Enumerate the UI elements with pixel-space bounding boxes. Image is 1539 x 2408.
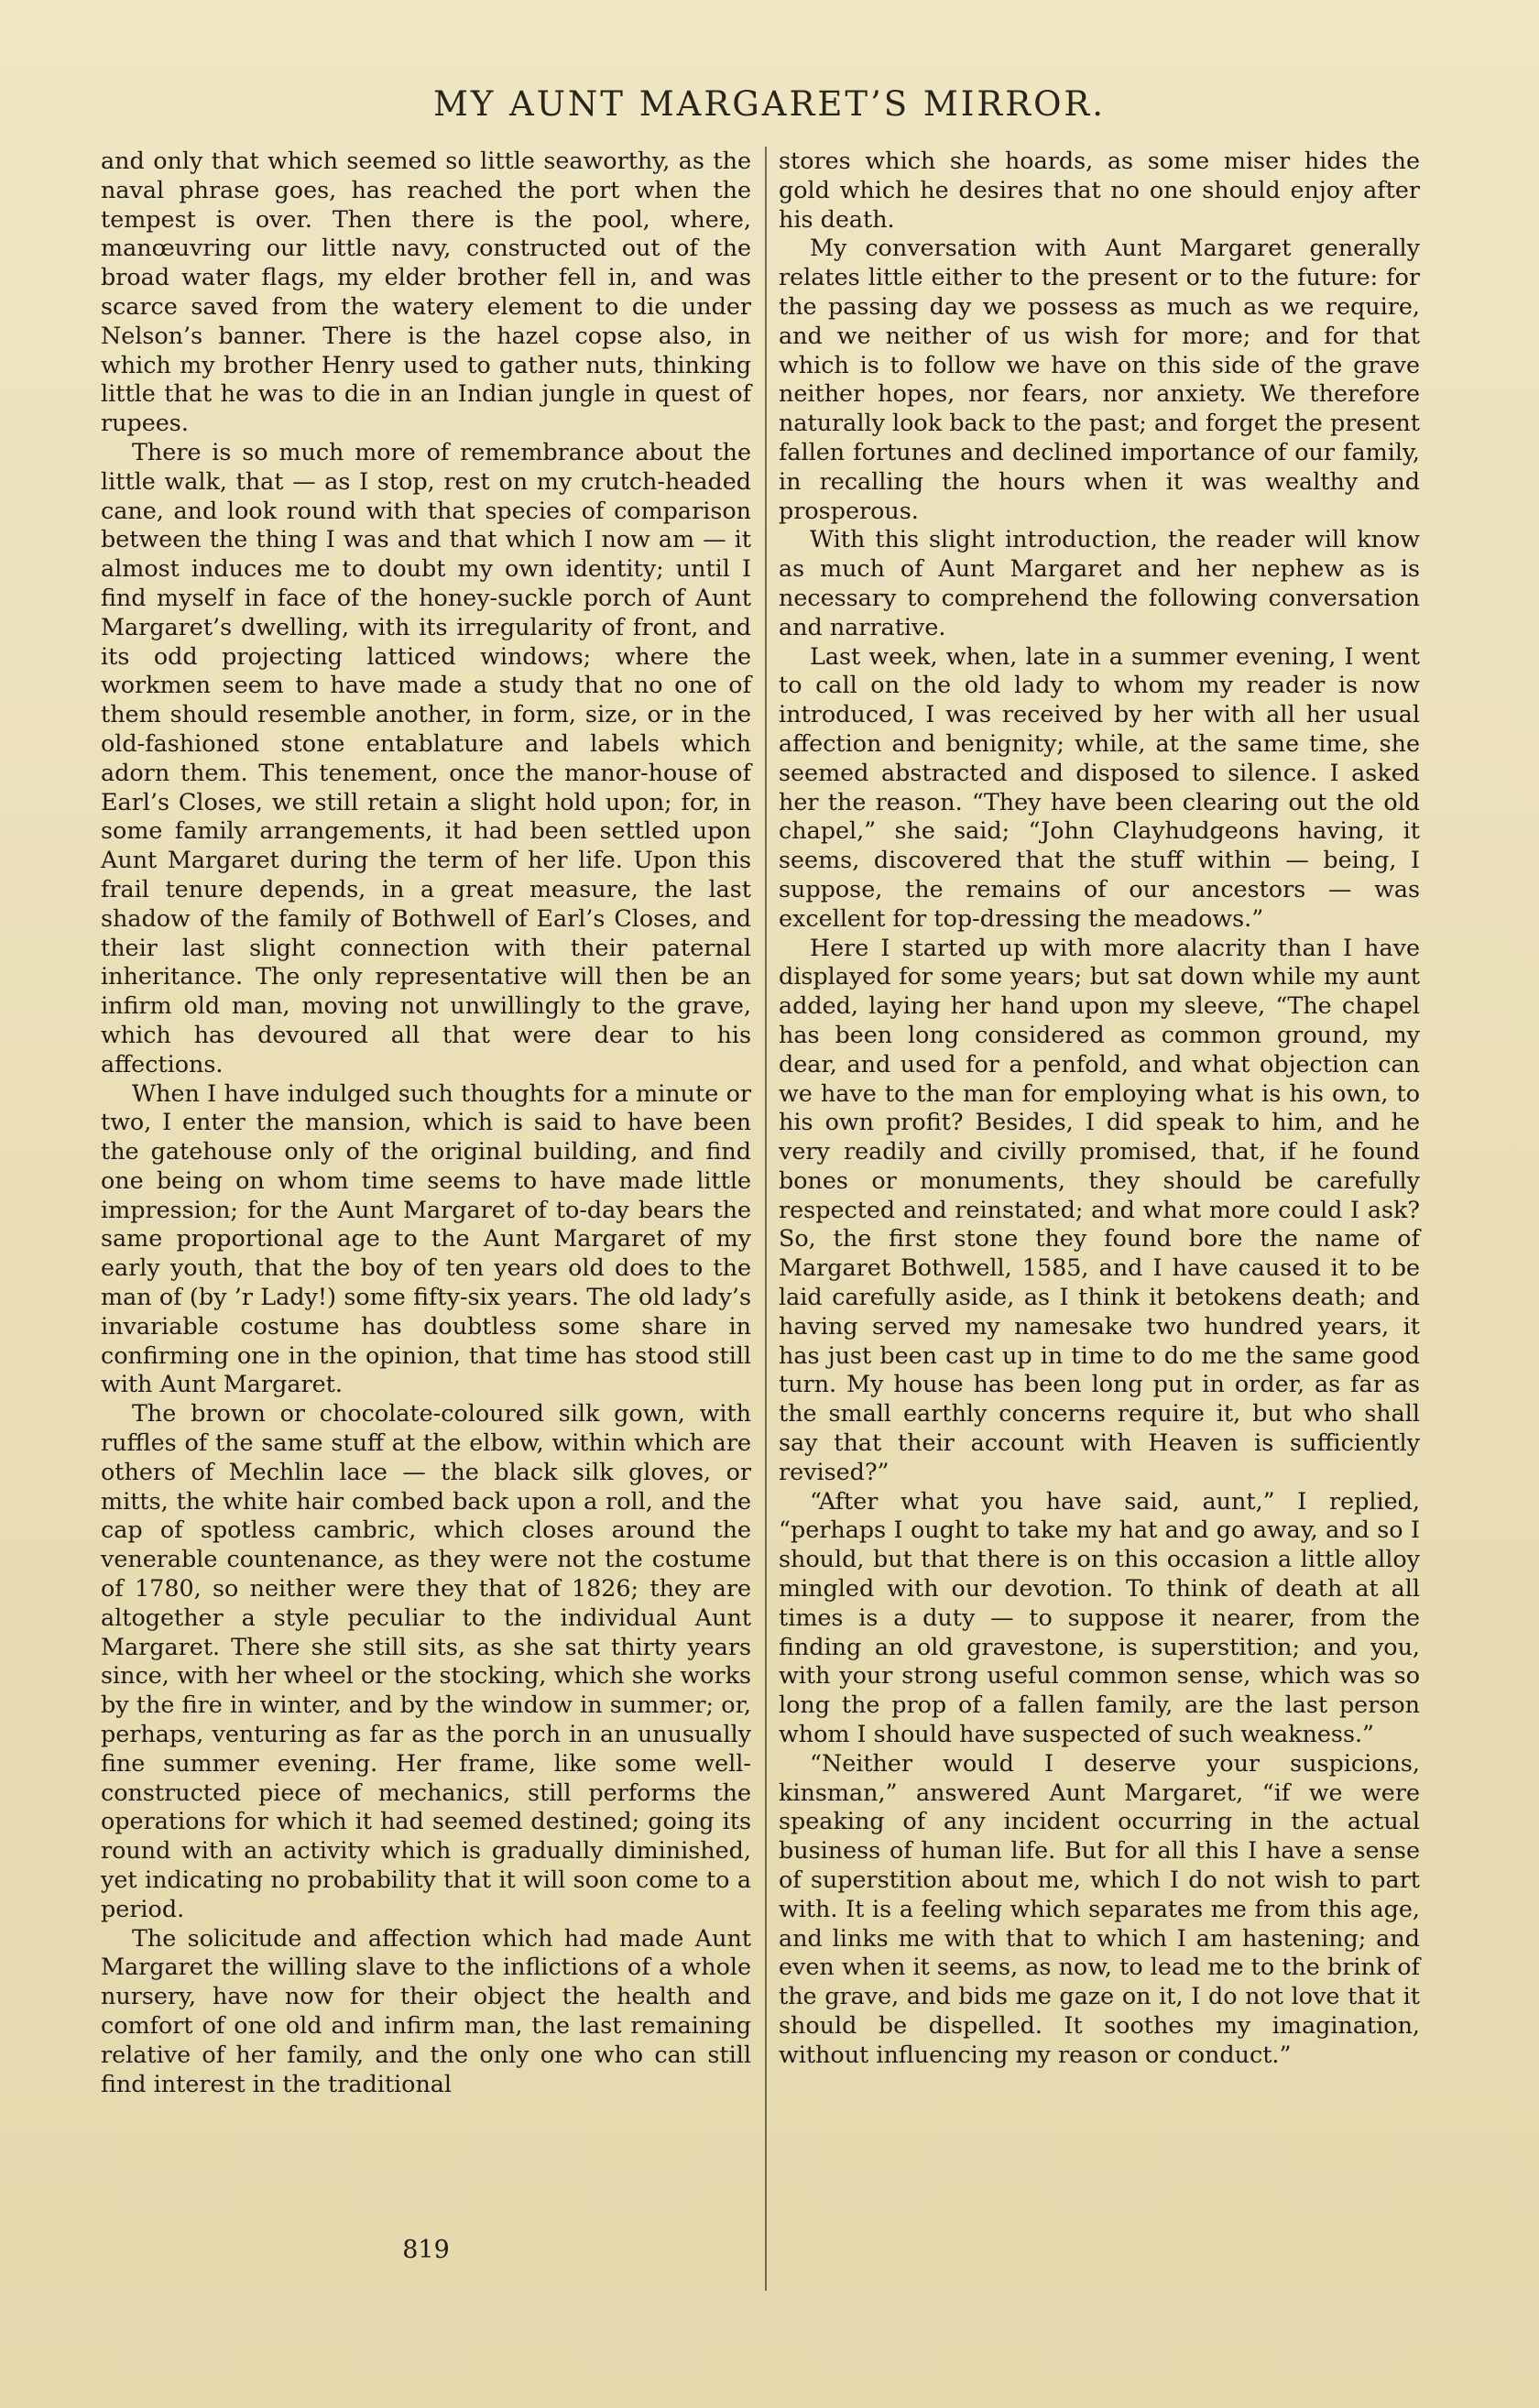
paragraph: “After what you have said, aunt,” I replied, “perhaps I ought to take my hat and go away, and so I should, but that there is on this occasion a little alloy mingled with our devotion. To think of death at all times is a duty — to suppose it nearer, from the finding an old gravestone, is superstition; and you, with your strong useful common sense, which was so long the prop of a fallen family, are the last person whom I should have suspected of such weakness.” [779, 1486, 1420, 1748]
column-divider [765, 147, 767, 2291]
paragraph: stores which she hoards, as some miser hides the gold which he desires that no one should enjoy after his death. [779, 147, 1420, 233]
paragraph: Last week, when, late in a summer evening, I went to call on the old lady to whom my reader is now introduced, I was received by her with all her usual affection and benignity; while, at the same time, she seemed abstracted and disposed to silence. I asked her the reason. “They have been clearing out the old chapel,” she said; “John Clayhudgeons having, it seems, discovered that the stuff within — being, I suppose, the remains of our ancestors — was excellent for top-dressing the meadows.” [779, 641, 1420, 932]
paragraph: The solicitude and affection which had made Aunt Margaret the willing slave to the inflictions of a whole nursery, have now for their object the health and comfort of one old and infirm man, the last remaining relative of her family, and the only one who can still find interest in the traditional [101, 1923, 751, 2097]
page-number: 819 [402, 2236, 450, 2264]
paragraph: There is so much more of remembrance about the little walk, that — as I stop, rest on my crutch-headed cane, and look round with that species of comparison between the thing I was and that which I now am — it almost induces me to doubt my own identity; until I find myself in face of the honey-suckle porch of Aunt Margaret’s dwelling, with its irregularity of front, and its odd projecting latticed windows; where the workmen seem to have made a study that no one of them should resemble another, in form, size, or in the old-fashioned stone entablature and labels which adorn them. This tenement, once the manor-house of Earl’s Closes, we still retain a slight hold upon; for, in some family arrangements, it had been settled upon Aunt Margaret during the term of her life. Upon this frail tenure depends, in a great measure, the last shadow of the family of Bothwell of Earl’s Closes, and their last slight connection with their paternal inheritance. The only representative will then be an infirm old man, moving not unwillingly to the grave, which has devoured all that were dear to his affections. [101, 437, 751, 1078]
paragraph: and only that which seemed so little seaworthy, as the naval phrase goes, has reached the port when the tempest is over. Then there is the pool, where, manœuvring our little navy, constructed out of the broad water flags, my elder brother fell in, and was scarce saved from the watery element to die under Nelson’s banner. There is the hazel copse also, in which my brother Henry used to gather nuts, thinking little that he was to die in an Indian jungle in quest of rupees. [101, 147, 751, 437]
right-text-column [779, 147, 1420, 2070]
paragraph: “Neither would I deserve your suspicions, kinsman,” answered Aunt Margaret, “if we were speaking of any incident occurring in the actual business of human life. But for all this I have a sense of superstition about me, which I do not wish to part with. It is a feeling which separates me from this age, and links me with that to which I am hastening; and even when it seems, as now, to lead me to the brink of the grave, and bids me gaze on it, I do not love that it should be dispelled. It soothes my imagination, without influencing my reason or conduct.” [779, 1748, 1420, 2068]
left-text-column [101, 147, 751, 2098]
paragraph: With this slight introduction, the reader will know as much of Aunt Margaret and her nephew as is necessary to comprehend the following conversation and narrative. [779, 525, 1420, 640]
paragraph: When I have indulged such thoughts for a minute or two, I enter the mansion, which is said to have been the gatehouse only of the original building, and find one being on whom time seems to have made little impression; for the Aunt Margaret of to-day bears the same proportional age to the Aunt Margaret of my early youth, that the boy of ten years old does to the man of (by ’r Lady!) some fifty-six years. The old lady’s invariable costume has doubtless some share in confirming one in the opinion, that time has stood still with Aunt Margaret. [101, 1078, 751, 1398]
paragraph: My conversation with Aunt Margaret generally relates little either to the present or to the future: for the passing day we possess as much as we require, and we neither of us wish for more; and for that which is to follow we have on this side of the grave neither hopes, nor fears, nor anxiety. We therefore naturally look back to the past; and forget the present fallen fortunes and declined importance of our family, in recalling the hours when it was wealthy and prosperous. [779, 234, 1420, 524]
running-head: MY AUNT MARGARET’S MIRROR. [432, 84, 1107, 124]
paragraph: Here I started up with more alacrity than I have displayed for some years; but sat down while my aunt added, laying her hand upon my sleeve, “The chapel has been long considered as common ground, my dear, and used for a penfold, and what objection can we have to the man for employing what is his own, to his own profit? Besides, I did speak to him, and he very readily and civilly promised, that, if he found bones or monuments, they should be carefully respected and reinstated; and what more could I ask? So, the first stone they found bore the name of Margaret Bothwell, 1585, and I have caused it to be laid carefully aside, as I think it betokens death; and having served my namesake two hundred years, it has just been cast up in time to do me the same good turn. My house has been long put in order, as far as the small earthly concerns require it, but who shall say that their account with Heaven is sufficiently revised?” [779, 933, 1420, 1485]
paragraph: The brown or chocolate-coloured silk gown, with ruffles of the same stuff at the elbow, within which are others of Mechlin lace — the black silk gloves, or mitts, the white hair combed back upon a roll, and the cap of spotless cambric, which closes around the venerable countenance, as they were not the costume of 1780, so neither were they that of 1826; they are altogether a style peculiar to the individual Aunt Margaret. There she still sits, as she sat thirty years since, with her wheel or the stocking, which she works by the fire in winter, and by the window in summer; or, perhaps, venturing as far as the porch in an unusually fine summer evening. Her frame, like some well-constructed piece of mechanics, still performs the operations for which it had seemed destined; going its round with an activity which is gradually diminished, yet indicating no probability that it will soon come to a period. [101, 1399, 751, 1922]
